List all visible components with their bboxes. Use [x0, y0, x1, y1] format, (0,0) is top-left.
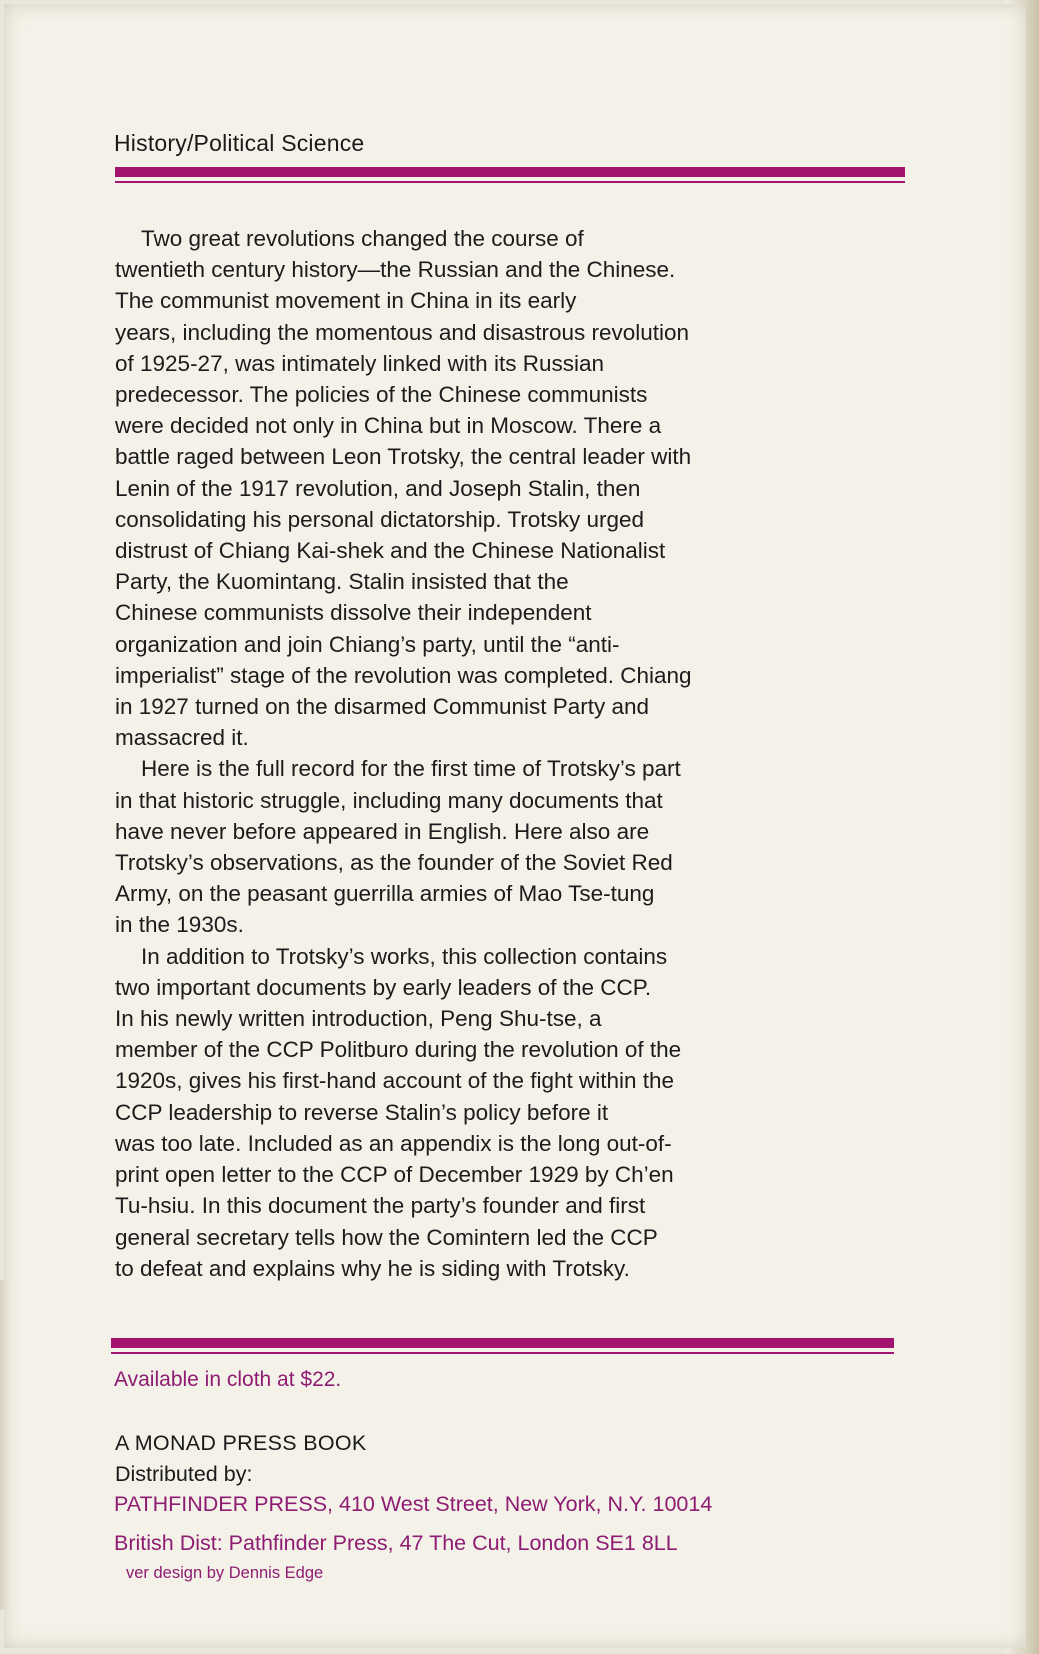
- category-label: History/Political Science: [114, 130, 365, 156]
- price-note: Available in cloth at $22.: [114, 1368, 342, 1391]
- publisher-name: A MONAD PRESS BOOK: [115, 1431, 367, 1455]
- bottom-rule-thin: [111, 1352, 894, 1354]
- top-rule-thin: [115, 181, 905, 183]
- blurb-text: [115, 223, 835, 1284]
- worn-cover-edge: [0, 1280, 14, 1610]
- blurb-paragraph-3: In addition to Trotsky’s works, this collection contains two important documents by early leaders of the CCP. In his newly written introduction, Peng Shu-tse, a member of the CCP Politburo during the revolution of the 1920s, gives his first-hand account of the fight within the CCP leadership to reverse Stalin’s policy before it was too late. Included as an appendix is the long out-of- print open letter to the CCP of December 1929 by Ch’en Tu-hsiu. In this document the party’s founder and first general secretary tells how the Comintern led the CCP to defeat and explains why he is siding with Trotsky.: [115, 943, 682, 1281]
- distributed-label: Distributed by:: [115, 1462, 253, 1486]
- uk-distributor: British Dist: Pathfinder Press, 47 The Cut, London SE1 8LL: [114, 1531, 678, 1555]
- blurb-paragraph-1: Two great revolutions changed the course of twentieth century history—the Russian and the Chinese. The communist movement in China in its early years, including the momentous and disastrous revolution of 1925-27, was intimately linked with its Russian predecessor. The policies of the Chinese communists were decided not only in China but in Moscow. There a battle raged between Leon Trotsky, the central leader with Lenin of the 1917 revolution, and Joseph Stalin, then consolidating his personal dictatorship. Trotsky urged distrust of Chiang Kai-shek and the Chinese Nationalist Party, the Kuomintang. Stalin insisted that the Chinese communists dissolve their independent organization and join Chiang’s party, until the “anti- imperialist” stage of the revolution was completed. Chiang in 1927 turned on the disarmed Communist Party and massacred it.: [115, 226, 692, 751]
- top-rule-thick: [115, 167, 905, 177]
- blurb-paragraph-2: Here is the full record for the first time of Trotsky’s part in that historic struggle, including many documents that have never before appeared in English. Here also are Trotsky’s observations, as the founder of the Soviet Red Army, on the peasant guerrilla armies of Mao Tse-tung in the 1930s.: [115, 756, 681, 938]
- design-credit: ver design by Dennis Edge: [126, 1564, 324, 1582]
- bottom-rule-thick: [111, 1338, 894, 1348]
- us-distributor: PATHFINDER PRESS, 410 West Street, New York, N.Y. 10014: [114, 1492, 713, 1516]
